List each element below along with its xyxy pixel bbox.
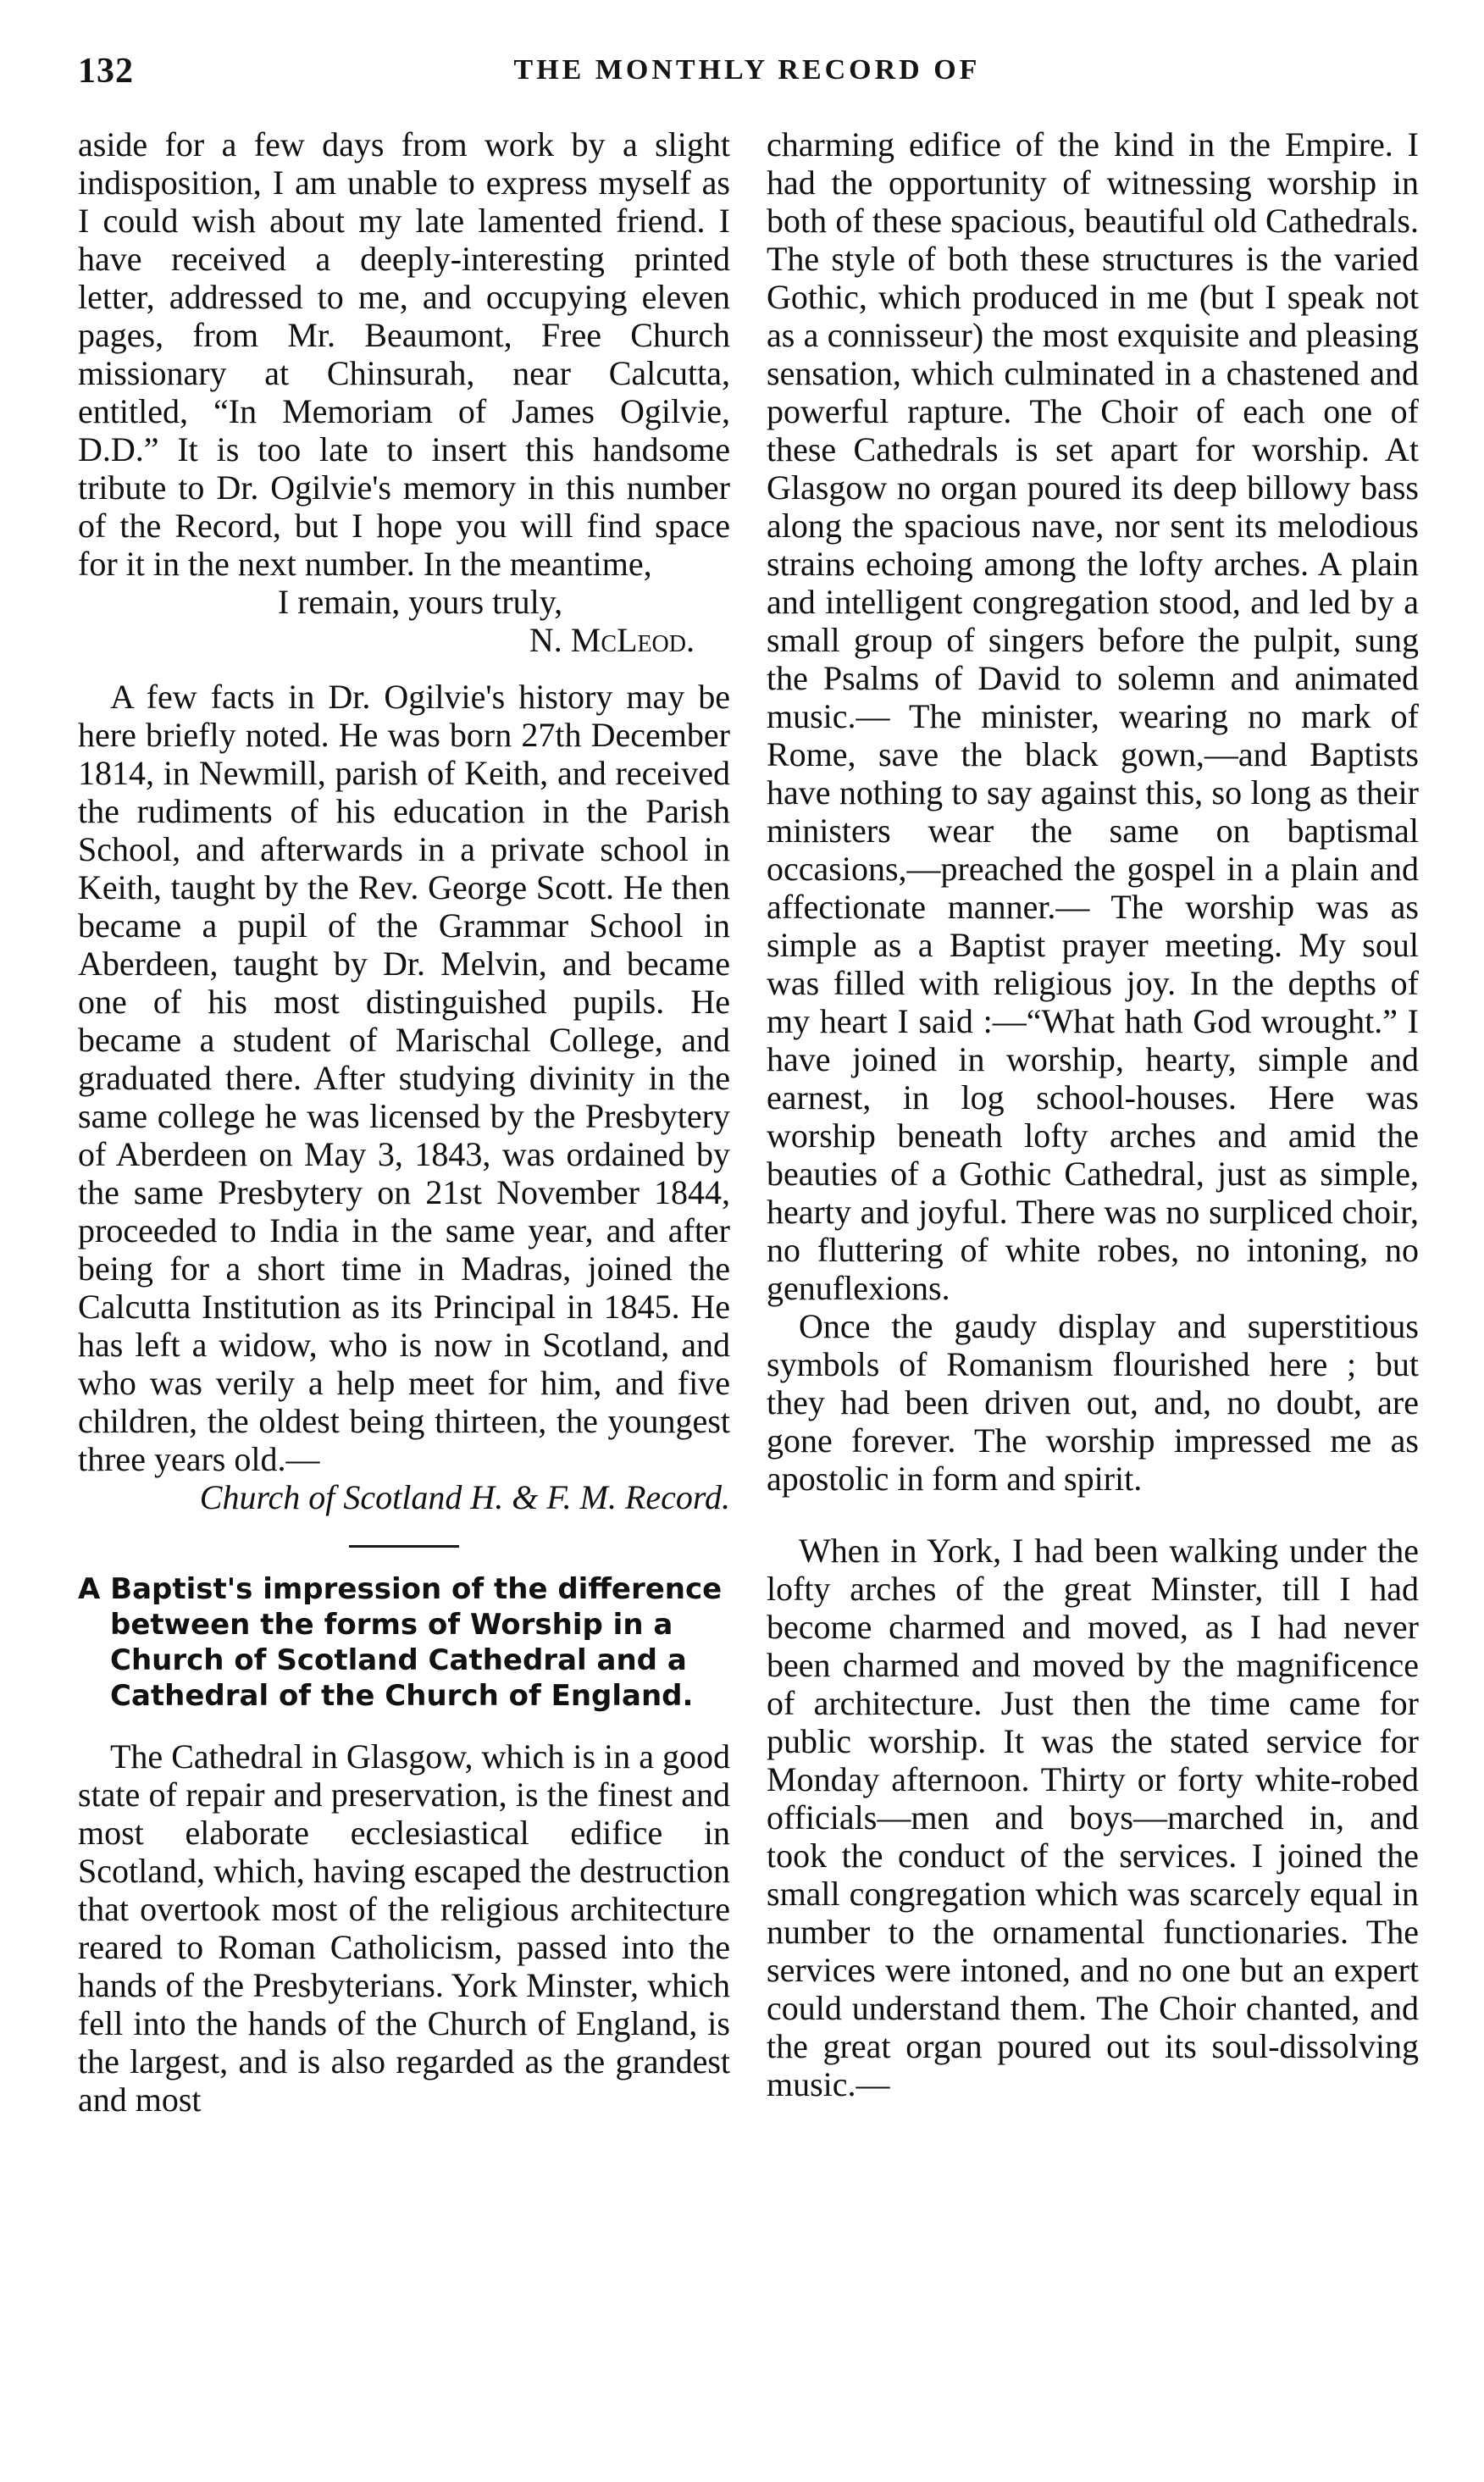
article-paragraph-continued: charming edifice of the kind in the Empire. I had the opportunity of witnessing worship in both of these spacious, beautiful old Cathedrals. The style of both these structures is the varied Gothic, which produced in me (but I speak not as a connisseur) the most exquisite and pleasing sensation, which culminated in a chastened and powerful rapture. The Choir of each one of these Cathedrals is set apart for worship. At Glasgow no organ poured its deep billowy bass along the spacious nave, nor sent its melodious strains echoing among the lofty arches. A plain and intelligent congregation stood, and led by a small group of singers before the pulpit, sung the Psalms of David to solemn and animated music.— The minister, wearing no mark of Rome, save the black gown,—and Baptists have nothing to say against this, so long as their ministers wear the same on baptismal occasions,—preached the gospel in a plain and affectionate manner.— The worship was as simple as a Baptist prayer meeting. My soul was filled with religious joy. In the depths of my heart I said :—“What hath God wrought.” I have joined in worship, hearty, simple and earnest, in log school-houses. Here was worship beneath lofty arches and amid the beauties of a Gothic Cathedral, just as simple, hearty and joyful. There was no surpliced choir, no fluttering of white robes, no intoning, no genuflexions. bbox=[767, 125, 1419, 1307]
left-column bbox=[78, 125, 730, 2119]
section-divider bbox=[349, 1545, 459, 1548]
biography-paragraph: A few facts in Dr. Ogilvie's history may be here briefly noted. He was born 27th December 1814, in Newmill, parish of Keith, and received the rudiments of his education in the Parish School, and afterwards in a private school in Keith, taught by the Rev. George Scott. He then became a pupil of the Grammar School in Aberdeen, taught by Dr. Melvin, and became one of his most distinguished pupils. He became a student of Marischal College, and graduated there. After studying divinity in the same college he was licensed by the Presbytery of Aberdeen on May 3, 1843, was ordained by the same Presbytery on 21st November 1844, proceeded to India in the same year, and after being for a short time in Madras, joined the Calcutta Institution as its Principal in 1845. He has left a widow, who is now in Scotland, and who was verily a help meet for him, and five children, the oldest being thirteen, the youngest three years old.— bbox=[78, 678, 730, 1478]
article-paragraph: Once the gaudy display and superstitious symbols of Romanism flourished here ; but they had been driven out, and, no doubt, are gone forever. The worship impressed me as apostolic in form and spirit. bbox=[767, 1307, 1419, 1498]
right-column bbox=[767, 125, 1419, 2103]
running-title: THE MONTHLY RECORD OF bbox=[513, 54, 981, 86]
source-citation: Church of Scotland H. & F. M. Record. bbox=[199, 1478, 730, 1516]
letter-signature: N. McLeod. bbox=[529, 621, 695, 659]
article-heading: A Baptist's impression of the difference between the forms of Worship in a Church of Scotland Cathedral and a Cathedral of the Church of England. bbox=[78, 1572, 723, 1713]
letter-paragraph: aside for a few days from work by a slight indisposition, I am unable to express myself as I could wish about my late lamented friend. I have received a deeply-interesting printed letter, addressed to me, and occupying eleven pages, from Mr. Beaumont, Free Church missionary at Chinsurah, near Calcutta, entitled, “In Memoriam of James Ogilvie, D.D.” It is too late to insert this handsome tribute to Dr. Ogilvie's memory in this number of the Record, but I hope you will find space for it in the next number. In the meantime, bbox=[78, 125, 730, 583]
page-number: 132 bbox=[78, 52, 134, 91]
letter-closing: I remain, yours truly, bbox=[277, 583, 563, 621]
article-paragraph: When in York, I had been walking under the lofty arches of the great Minster, till I had become charmed and moved, as I had never been charmed and moved by the magnificence of architecture. Just then the time came for public worship. It was the stated service for Monday afternoon. Thirty or forty white-robed officials—men and boys—marched in, and took the conduct of the services. I joined the small congregation which was scarcely equal in number to the ornamental functionaries. The services were intoned, and no one but an expert could understand them. The Choir chanted, and the great organ poured out its soul-dissolving music.— bbox=[767, 1532, 1419, 2103]
running-head bbox=[78, 51, 1416, 102]
article-paragraph: The Cathedral in Glasgow, which is in a good state of repair and preservation, is the finest and most elaborate ecclesiastical edifice in Scotland, which, having escaped the destruction that overtook most of the religious architecture reared to Roman Catholicism, passed into the hands of the Presbyterians. York Minster, which fell into the hands of the Church of England, is the largest, and is also regarded as the grandest and most bbox=[78, 1737, 730, 2119]
